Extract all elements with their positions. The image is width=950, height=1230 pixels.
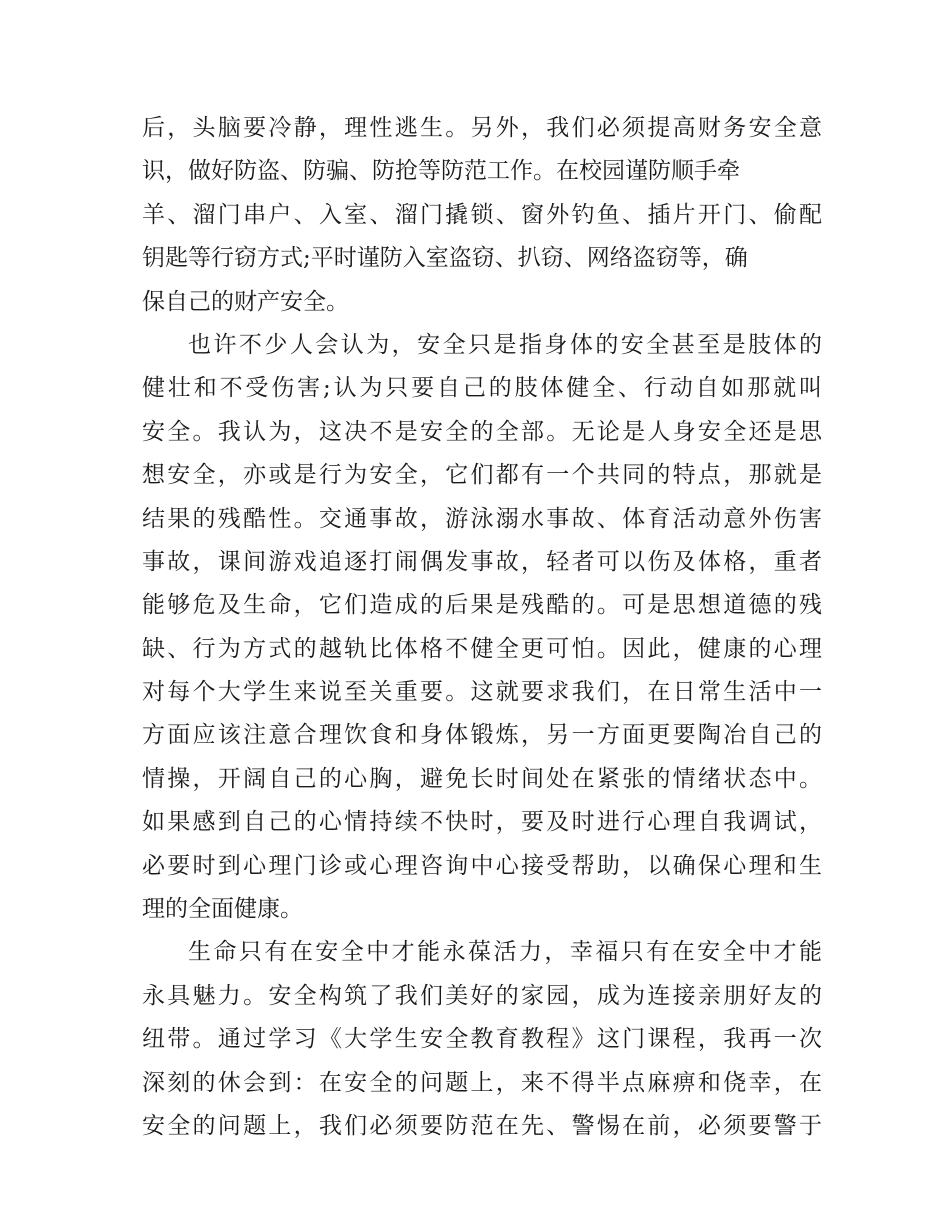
text-line: 情操，开阔自己的心胸，避免长时间处在紧张的情绪状态中。 xyxy=(142,765,822,792)
text-line: 对每个大学生来说至关重要。这就要求我们，在日常生活中一 xyxy=(142,679,822,706)
text-line: 健壮和不受伤害;认为只要自己的肢体健全、行动自如那就叫 xyxy=(142,375,822,402)
text-line: 深刻的休会到：在安全的问题上，来不得半点麻痹和侥幸，在 xyxy=(142,1069,822,1096)
text-line: 理的全面健康。 xyxy=(142,896,303,923)
text-line: 事故，课间游戏追逐打闹偶发事故，轻者可以伤及体格，重者 xyxy=(142,548,822,575)
text-line: 必要时到心理门诊或心理咨询中心接受帮助，以确保心理和生 xyxy=(142,852,822,879)
text-line: 方面应该注意合理饮食和身体锻炼，另一方面更要陶冶自己的 xyxy=(142,722,822,749)
text-line: 纽带。通过学习《大学生安全教育教程》这门课程，我再一次 xyxy=(142,1026,822,1053)
text-line: 结果的残酷性。交通事故，游泳溺水事故、体育活动意外伤害 xyxy=(142,505,822,532)
text-line: 如果感到自己的心情持续不快时，要及时进行心理自我调试， xyxy=(142,809,822,836)
text-line: 识，做好防盗、防骗、防抢等防范工作。在校园谨防顺手牵 xyxy=(142,158,740,185)
body-text xyxy=(142,107,822,1148)
text-line: 保自己的财产安全。 xyxy=(142,288,349,315)
text-line: 缺、行为方式的越轨比体格不健全更可怕。因此，健康的心理 xyxy=(142,635,822,662)
text-line: 想安全，亦或是行为安全，它们都有一个共同的特点，那就是 xyxy=(142,462,822,489)
paragraph-first-line: 生命只有在安全中才能永葆活力，幸福只有在安全中才能 xyxy=(188,939,822,966)
text-line: 能够危及生命，它们造成的后果是残酷的。可是思想道德的残 xyxy=(142,592,822,619)
text-line: 钥匙等行窃方式;平时谨防入室盗窃、扒窃、网络盗窃等，确 xyxy=(142,245,748,272)
paragraph-first-line: 也许不少人会认为，安全只是指身体的安全甚至是肢体的 xyxy=(188,331,822,358)
text-line: 安全。我认为，这决不是安全的全部。无论是人身安全还是思 xyxy=(142,418,822,445)
text-line: 永具魅力。安全构筑了我们美好的家园，成为连接亲朋好友的 xyxy=(142,982,822,1009)
text-line: 羊、溜门串户、入室、溜门撬锁、窗外钓鱼、插片开门、偷配 xyxy=(142,201,822,228)
text-line: 后，头脑要冷静，理性逃生。另外，我们必须提高财务安全意 xyxy=(142,115,822,141)
text-line: 安全的问题上，我们必须要防范在先、警惕在前，必须要警于 xyxy=(142,1112,822,1139)
